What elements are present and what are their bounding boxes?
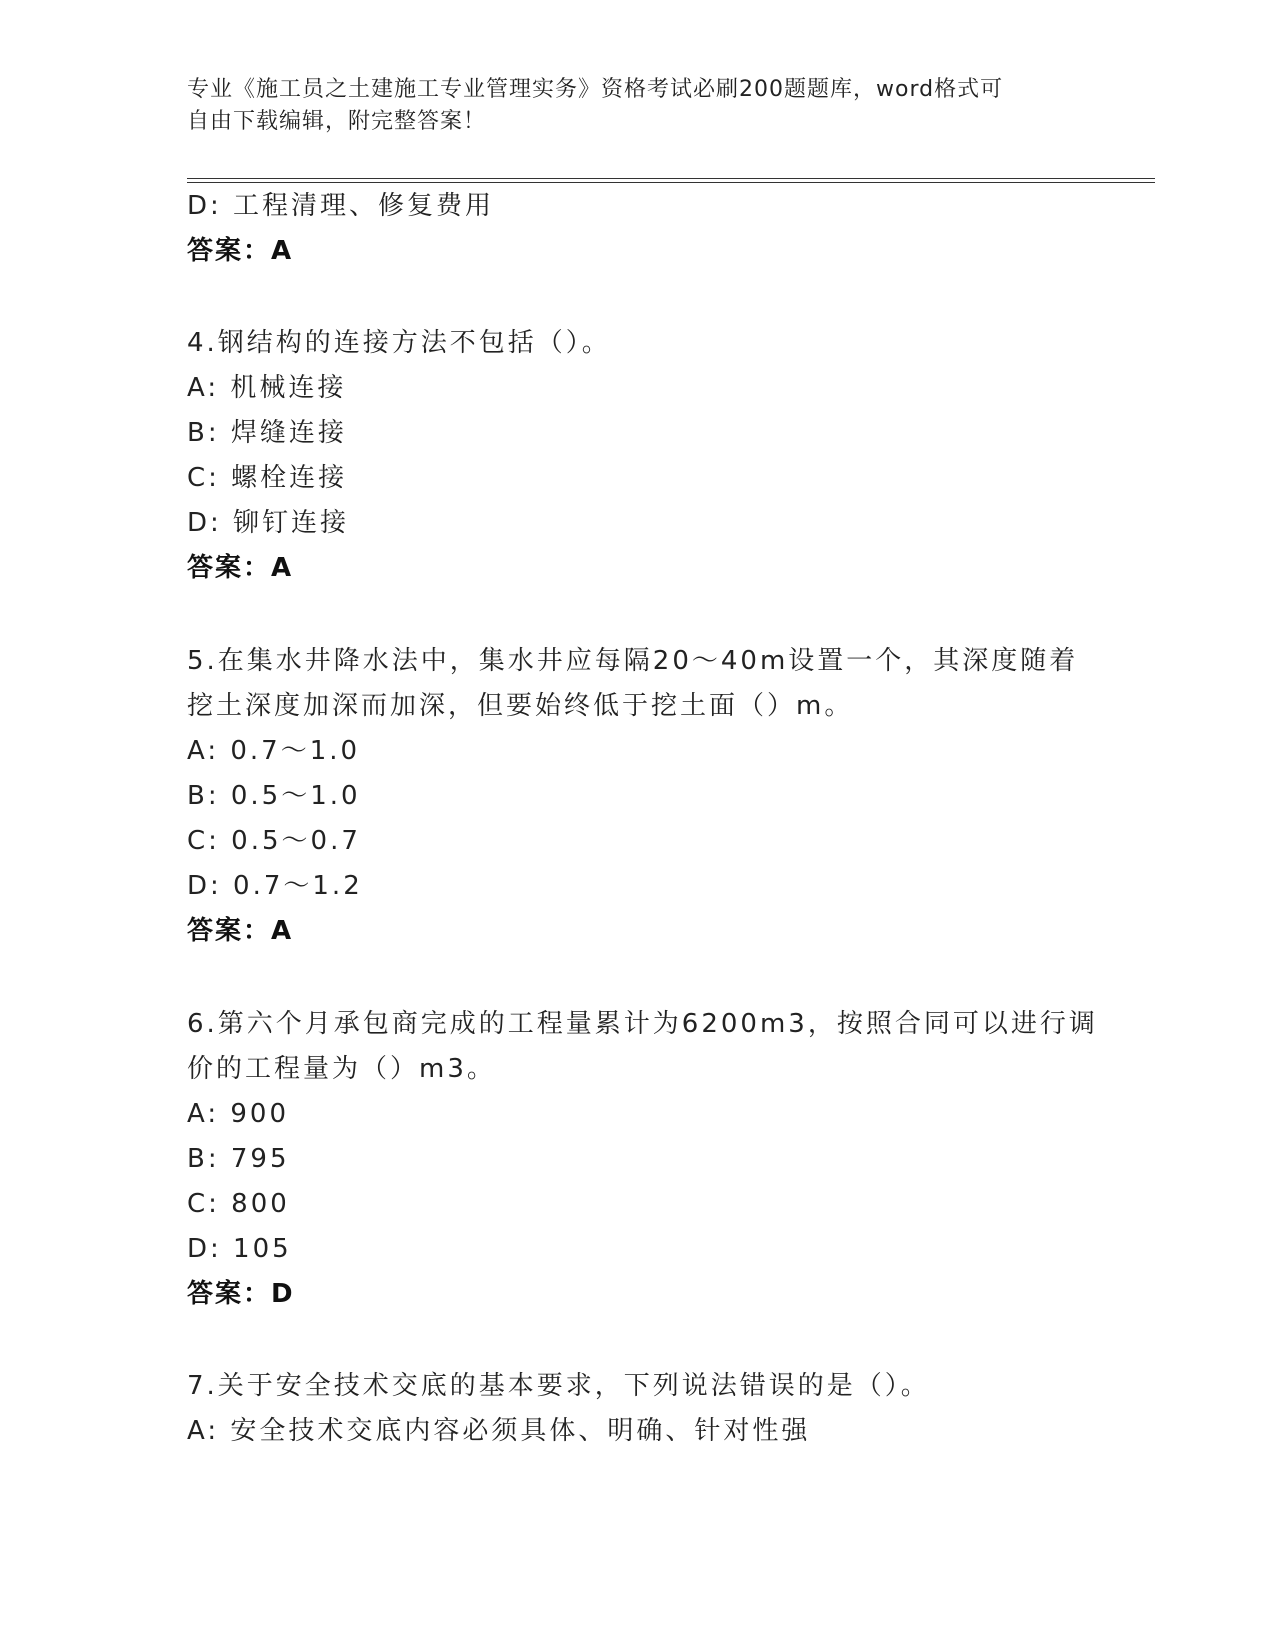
q6-stem-line-1: 6.第六个月承包商完成的工程量累计为6200m3，按照合同可以进行调 xyxy=(187,1009,1098,1039)
q6-option-a: A: 900 xyxy=(187,1099,289,1129)
q4-answer: 答案：A xyxy=(187,553,294,583)
q4-option-a: A: 机械连接 xyxy=(187,373,347,403)
q5-option-a: A: 0.7～1.0 xyxy=(187,736,361,766)
q4-option-b: B: 焊缝连接 xyxy=(187,418,347,448)
q5-answer: 答案：A xyxy=(187,916,294,946)
q4-stem: 4.钢结构的连接方法不包括（）。 xyxy=(187,328,611,358)
document-header xyxy=(187,74,1067,138)
q5-option-c: C: 0.5～0.7 xyxy=(187,826,361,856)
header-divider-bottom xyxy=(187,182,1155,183)
q6-option-b: B: 795 xyxy=(187,1144,290,1174)
q6-stem-line-2: 价的工程量为（）m3。 xyxy=(187,1054,496,1084)
header-line-1: 专业《施工员之土建施工专业管理实务》资格考试必刷200题题库，word格式可 xyxy=(187,77,1004,102)
header-line-2: 自由下载编辑，附完整答案！ xyxy=(187,109,487,134)
q7-stem: 7.关于安全技术交底的基本要求，下列说法错误的是（）。 xyxy=(187,1371,930,1401)
header-divider-top xyxy=(187,178,1155,179)
q6-option-d: D: 105 xyxy=(187,1234,292,1264)
q3-option-d: D: 工程清理、修复费用 xyxy=(187,191,495,221)
q3-answer: 答案：A xyxy=(187,236,294,266)
q5-option-d: D: 0.7～1.2 xyxy=(187,871,363,901)
q6-answer: 答案：D xyxy=(187,1279,295,1309)
q6-option-c: C: 800 xyxy=(187,1189,290,1219)
q5-stem-line-1: 5.在集水井降水法中，集水井应每隔20～40m设置一个，其深度随着 xyxy=(187,646,1079,676)
q7-option-a: A: 安全技术交底内容必须具体、明确、针对性强 xyxy=(187,1416,811,1446)
q4-option-c: C: 螺栓连接 xyxy=(187,463,348,493)
q5-stem-line-2: 挖土深度加深而加深，但要始终低于挖土面（）m。 xyxy=(187,691,854,721)
q5-option-b: B: 0.5～1.0 xyxy=(187,781,361,811)
q4-option-d: D: 铆钉连接 xyxy=(187,508,350,538)
